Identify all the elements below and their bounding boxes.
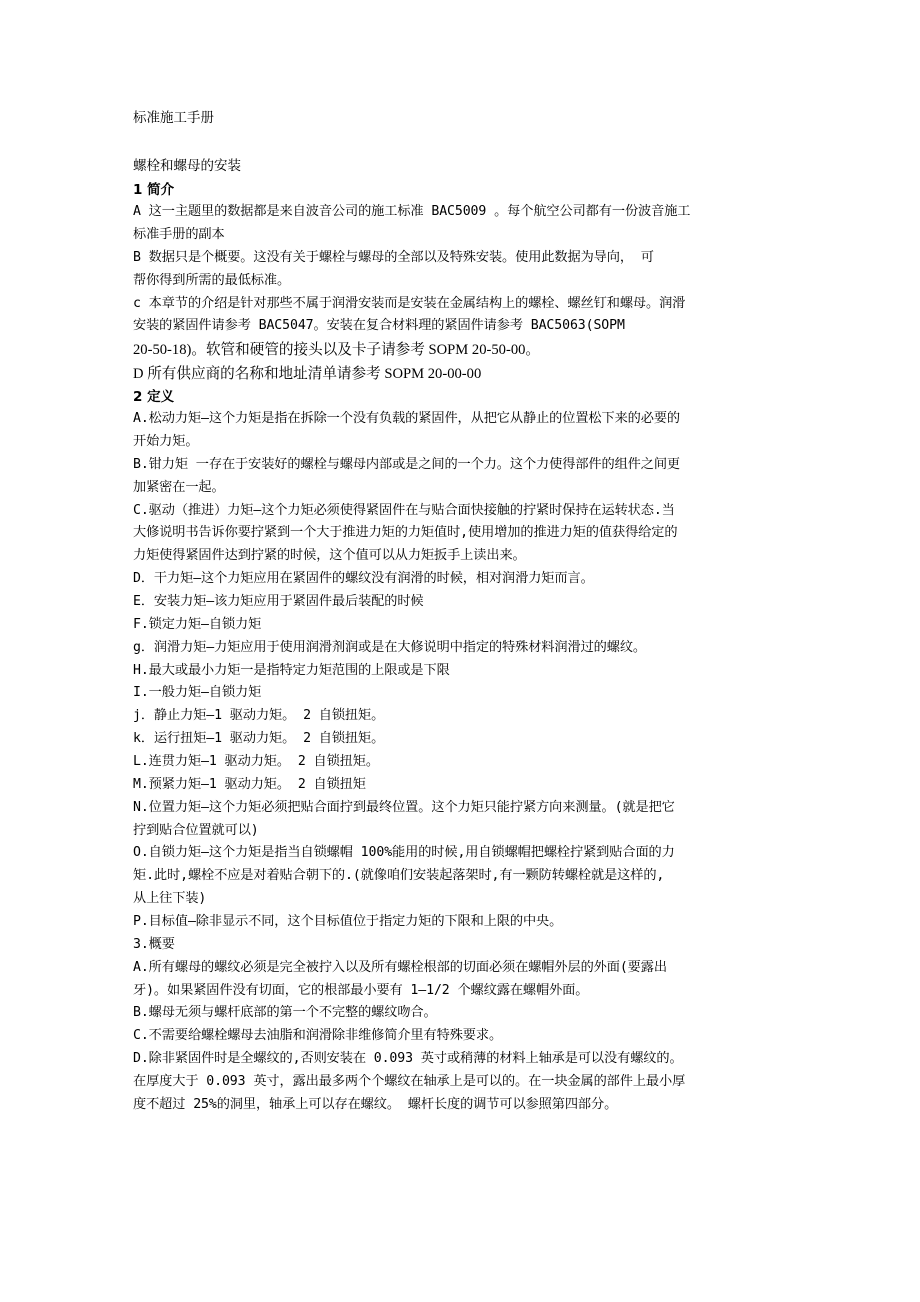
document-title: 标准施工手册 <box>133 110 214 126</box>
section-3-line: 在厚度大于 0.093 英寸，露出最多两个个螺纹在轴承上是可以的。在一块金属的部件上最小厚 <box>133 1074 686 1090</box>
section-3-line: D.除非紧固件时是全螺纹的,否则安装在 0.093 英寸或稍薄的材料上轴承是可以没有螺纹的。 <box>133 1051 683 1067</box>
section-3-line: A.所有螺母的螺纹必须是完全被拧入以及所有螺栓根部的切面必须在螺帽外层的外面(要露出 <box>133 959 667 975</box>
section-1-line: A 这一主题里的数据都是来自波音公司的施工标准 BAC5009 。每个航空公司都有一份波音施工 <box>133 204 691 220</box>
section-2-line: 从上往下装) <box>133 891 207 907</box>
section-heading-3: 3.概要 <box>133 936 175 952</box>
section-heading-2: 2 定义 <box>133 388 175 405</box>
section-2-line: 矩.此时,螺栓不应是对着贴合朝下的.(就像咱们安装起落架时,有一颗防转螺栓就是这样的, <box>133 868 665 884</box>
section-2-line: H.最大或最小力矩一是指特定力矩范围的上限或是下限 <box>133 662 450 678</box>
section-heading-1: 1 简介 <box>133 181 175 198</box>
section-2-line: E．安装力矩–该力矩应用于紧固件最后装配的时候 <box>133 594 424 609</box>
section-1-line: c 本章节的介绍是针对那些不属于润滑安装而是安装在金属结构上的螺栓、螺丝钉和螺母。润滑 <box>133 295 686 311</box>
section-2-line: A.松动力矩–这个力矩是指在拆除一个没有负载的紧固件，从把它从静止的位置松下来的必要的 <box>133 411 681 427</box>
section-1-line: 帮你得到所需的最低标准。 <box>133 272 291 288</box>
section-3-line: 度不超过 25%的洞里，轴承上可以存在螺纹。 螺杆长度的调节可以参照第四部分。 <box>133 1096 618 1112</box>
section-2-line: k．运行扭矩–1 驱动力矩。 2 自锁扭矩。 <box>133 731 385 747</box>
section-2-line: j．静止力矩—1 驱动力矩。 2 自锁扭矩。 <box>133 708 385 724</box>
section-1-line: 安装的紧固件请参考 BAC5047。安装在复合材料理的紧固件请参考 BAC5063(SOPM <box>133 318 625 334</box>
section-1-line: D 所有供应商的名称和地址清单请参考 SOPM 20-00-00 <box>133 366 482 383</box>
section-2-line: 大修说明书告诉你要拧紧到一个大于推进力矩的力矩值时,使用增加的推进力矩的值获得给定的 <box>133 525 678 541</box>
section-3-line: B.螺母无须与螺杆底部的第一个不完整的螺纹吻合。 <box>133 1005 437 1021</box>
section-2-line: 加紧密在一起。 <box>133 479 225 495</box>
section-3-line: C.不需要给螺栓螺母去油脂和润滑除非维修简介里有特殊要求。 <box>133 1028 503 1044</box>
section-2-line: F.锁定力矩–自锁力矩 <box>133 616 262 632</box>
section-2-line: P.目标值—除非显示不同，这个目标值位于指定力矩的下限和上限的中央。 <box>133 914 563 930</box>
section-2-line: D．干力矩–这个力矩应用在紧固件的螺纹没有润滑的时候，相对润滑力矩而言。 <box>133 571 594 587</box>
section-2-line: 开始力矩。 <box>133 433 199 449</box>
section-1-line: 标准手册的副本 <box>133 226 225 242</box>
section-2-line: g．润滑力矩–力矩应用于使用润滑剂润或是在大修说明中指定的特殊材料润滑过的螺纹。 <box>133 639 647 655</box>
section-3-line: 牙)。如果紧固件没有切面，它的根部最小要有 1–1/2 个螺纹露在螺帽外面。 <box>133 982 589 998</box>
section-2-line: N.位置力矩—这个力矩必须把贴合面拧到最终位置。这个力矩只能拧紧方向来测量。(就是把它 <box>133 799 675 815</box>
section-2-line: 力矩使得紧固件达到拧紧的时候，这个值可以从力矩扳手上读出来。 <box>133 548 526 564</box>
section-2-line: I.一般力矩–自锁力矩 <box>133 685 262 701</box>
section-1-line: B 数据只是个概要。这没有关于螺栓与螺母的全部以及特殊安装。使用此数据为导向， 可 <box>133 249 654 265</box>
section-2-line: 拧到贴合位置就可以) <box>133 822 259 838</box>
section-2-line: L.连贯力矩—1 驱动力矩。 2 自锁扭矩。 <box>133 754 379 770</box>
document-subject: 螺栓和螺母的安装 <box>133 158 241 175</box>
section-1-line: 20-50-18)。软管和硬管的接头以及卡子请参考 SOPM 20-50-00。 <box>133 342 541 359</box>
section-2-line: M.预紧力矩—1 驱动力矩。 2 自锁扭矩 <box>133 776 366 792</box>
section-2-line: O.自锁力矩—这个力矩是指当自锁螺帽 100%能用的时候,用自锁螺帽把螺栓拧紧到贴合面的力 <box>133 845 675 861</box>
section-2-line: B.钳力矩 一存在于安装好的螺栓与螺母内部或是之间的一个力。这个力使得部件的组件之间更 <box>133 456 681 472</box>
section-2-line: C.驱动（推进）力矩–这个力矩必须使得紧固件在与贴合面快接触的拧紧时保持在运转状态.当 <box>133 502 675 518</box>
